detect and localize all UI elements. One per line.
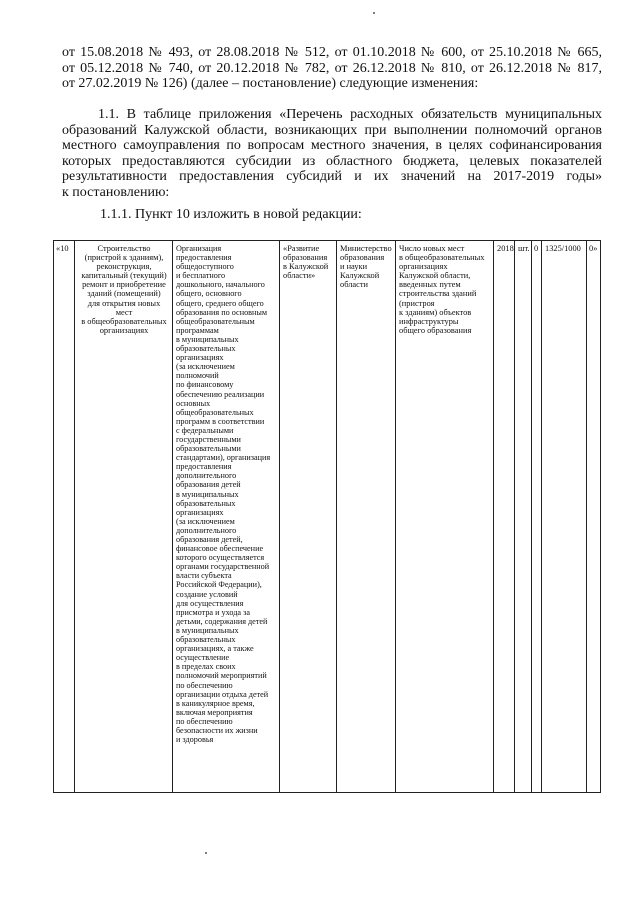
organization-line: образования детей,: [176, 535, 243, 544]
organization-line: полномочий: [176, 371, 219, 381]
organization-line: общедоступного: [176, 262, 234, 272]
organization-line: в муниципальных: [176, 625, 239, 635]
organization-line: по финансовому: [176, 380, 234, 390]
scan-speck: [205, 852, 207, 854]
organization-line: образовательными: [176, 444, 241, 454]
amendment-table: [53, 240, 601, 793]
organization-line: общеобразовательным: [176, 316, 255, 326]
construction-line: Строительство: [97, 244, 151, 253]
trail: 0»: [589, 244, 598, 253]
organization-line: в каникулярное время,: [176, 698, 255, 708]
organization-line: и бесплатного: [176, 271, 226, 281]
indicator-line: (пристроя: [399, 298, 435, 308]
organization-line: образовательных: [176, 344, 236, 354]
cell-program: [279, 241, 336, 792]
organization-line: общеобразовательных: [176, 407, 254, 417]
organization-line: программам: [176, 325, 219, 335]
organization-line: органами государственной: [176, 562, 270, 572]
organization-line: основных: [176, 398, 211, 408]
organization-line: организациях: [176, 353, 224, 363]
organization-line: предоставления: [176, 462, 232, 472]
program-line: «Развитие: [283, 244, 320, 253]
cell-value: [531, 241, 541, 792]
indicator-line: общего образования: [399, 325, 472, 335]
organization-line: включая мероприятия: [176, 707, 253, 717]
organization-line: (за исключением: [176, 516, 235, 526]
organization-line: в муниципальных: [176, 489, 239, 499]
ministry-line: области: [340, 280, 368, 290]
cell-construction: [74, 241, 172, 792]
cell-ratio: [541, 241, 586, 792]
indicator-line: Калужской области,: [399, 271, 471, 281]
item-1-1-line: к постановлению:: [62, 184, 170, 200]
construction-line: капитальный (текущий): [81, 271, 167, 281]
cell-organization: [172, 241, 279, 792]
cell-indicator: [395, 241, 493, 792]
organization-line: дошкольного, начального: [176, 280, 265, 290]
construction-line: в общеобразовательных: [81, 316, 167, 326]
organization-line: общего, среднего общего: [176, 298, 264, 308]
organization-line: Организация: [176, 244, 222, 253]
unit: шт.: [518, 244, 530, 253]
organization-line: финансовое обеспечение: [176, 544, 264, 554]
indicator-line: в общеобразовательных: [399, 253, 485, 263]
indicator-line: инфраструктуры: [399, 316, 459, 326]
organization-line: безопасности их жизни: [176, 725, 258, 735]
item-1-1-1: 1.1.1. Пункт 10 изложить в новой редакции:: [100, 207, 362, 222]
organization-line: образования детей: [176, 480, 241, 490]
program-line: образования: [283, 253, 328, 263]
organization-line: организациях: [176, 507, 224, 517]
scan-speck: [373, 12, 375, 14]
organization-line: создание условий: [176, 589, 238, 599]
organization-line: в муниципальных: [176, 334, 239, 344]
organization-line: Российской Федерации),: [176, 580, 262, 590]
cell-row-number: [54, 241, 74, 792]
organization-line: образования по основным: [176, 307, 268, 317]
construction-line: (пристрой к зданиям),: [84, 253, 164, 263]
cell-trail: [586, 241, 600, 792]
intro-line: от 15.08.2018 № 493, от 28.08.2018 № 512, от 01.10.2018 № 600, от 25.10.2018 № 665,: [62, 45, 602, 60]
organization-line: обеспечению реализации: [176, 389, 265, 399]
organization-line: в пределах своих: [176, 662, 236, 672]
organization-line: общего, основного: [176, 289, 242, 299]
row-number: «10: [56, 244, 69, 253]
organization-line: государственными: [176, 434, 241, 444]
organization-line: стандартами), организация: [176, 453, 271, 463]
construction-line: ремонт и приобретение: [82, 280, 166, 290]
program-line: области»: [283, 271, 316, 281]
organization-line: программ в соответствии: [176, 416, 265, 426]
indicator-line: к зданиям) объектов: [399, 307, 472, 317]
item-1-1-line: 1.1. В таблице приложения «Перечень расходных обязательств муниципальных: [98, 107, 602, 122]
program-line: в Калужской: [283, 262, 329, 272]
ministry-line: Министерство: [340, 244, 392, 253]
organization-line: присмотра и ухода за: [176, 607, 250, 617]
organization-line: организациях, а также: [176, 644, 254, 654]
organization-line: и здоровья: [176, 735, 214, 745]
organization-line: которого осуществляется: [176, 553, 265, 563]
intro-paragraph: [62, 45, 602, 92]
item-1-1-line: которых предоставляются субсидии из областного бюджета, целевых показателей: [62, 153, 602, 169]
construction-line: реконструкция,: [96, 262, 152, 272]
organization-line: с федеральными: [176, 425, 234, 435]
organization-line: власти субъекта: [176, 571, 232, 581]
item-1-1-line: результативности предоставления субсидий и их значений на 2017-2019 годы»: [62, 169, 602, 185]
ratio: 1325/1000: [545, 244, 581, 253]
ministry-line: образования: [340, 253, 385, 263]
cell-unit: [514, 241, 531, 792]
organization-line: для осуществления: [176, 598, 244, 608]
organization-line: предоставления: [176, 253, 232, 263]
intro-line: от 27.02.2019 № 126) (далее – постановление) следующие изменения:: [62, 76, 479, 92]
construction-line: для открытия новых: [87, 298, 161, 308]
organization-line: (за исключением: [176, 362, 235, 372]
organization-line: по обеспечению: [176, 680, 233, 690]
item-1-1-line: местного самоуправления по вопросам местного значения, в целях софинансирования: [62, 138, 602, 154]
indicator-line: Число новых мест: [399, 244, 465, 253]
organization-line: по обеспечению: [176, 716, 233, 726]
indicator-line: введенных путем: [399, 280, 461, 290]
indicator-line: организациях: [399, 262, 448, 272]
organization-line: детьми, содержания детей: [176, 616, 268, 626]
construction-line: зданий (помещений): [87, 289, 161, 299]
value: 0: [534, 244, 539, 253]
ministry-line: Калужской: [340, 271, 380, 281]
organization-line: образовательных: [176, 498, 236, 508]
cell-ministry: [336, 241, 395, 792]
year: 2018: [497, 244, 514, 253]
organization-line: дополнительного: [176, 471, 237, 481]
organization-line: дополнительного: [176, 525, 237, 535]
item-1-1-line: образований Калужской области, возникающих при выполнении полномочий органов: [62, 122, 602, 138]
organization-line: полномочий мероприятий: [176, 671, 267, 681]
cell-year: [493, 241, 514, 792]
organization-line: организации отдыха детей: [176, 689, 269, 699]
intro-line: от 05.12.2018 № 740, от 20.12.2018 № 782, от 26.12.2018 № 810, от 26.12.2018 № 817,: [62, 60, 602, 76]
organization-line: осуществление: [176, 653, 230, 663]
indicator-line: строительства зданий: [399, 289, 477, 299]
ministry-line: и науки: [340, 262, 368, 272]
item-1-1-paragraph: [62, 107, 602, 201]
organization-line: образовательных: [176, 635, 236, 645]
construction-line: организациях: [99, 325, 149, 335]
construction-line: мест: [115, 307, 133, 317]
